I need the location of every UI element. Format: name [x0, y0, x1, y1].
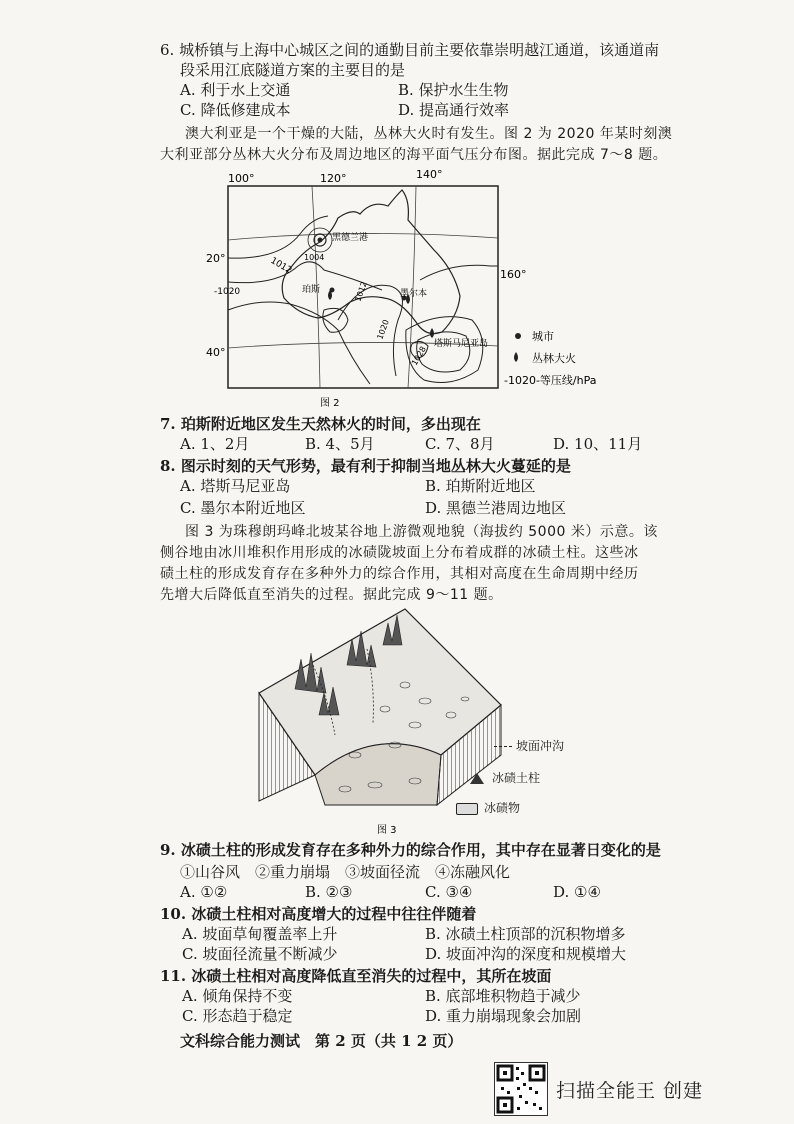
- q6-option-b: B. 保护水生生物: [398, 81, 509, 99]
- q8-option-b: B. 珀斯附近地区: [425, 477, 536, 495]
- isobar-1004-label: 1004: [304, 253, 325, 262]
- lat-20-label: 20°: [206, 252, 226, 265]
- lon-140-label: 140°: [416, 168, 443, 181]
- gully-icon: [494, 746, 512, 747]
- q10-option-d: D. 坡面冲沟的深度和规模增大: [425, 945, 627, 963]
- q7-stem: 7. 珀斯附近地区发生天然林火的时间，多出现在: [160, 415, 481, 433]
- moraine-icon: [456, 803, 478, 815]
- lat-40-label: 40°: [206, 346, 226, 359]
- q7-option-a: A. 1、2月: [180, 435, 250, 453]
- legend-city: 城市: [532, 330, 554, 343]
- legend-fire: 丛林大火: [532, 352, 576, 365]
- qr-code-icon: [494, 1062, 548, 1116]
- city-tasmania-label: 塔斯马尼亚岛: [434, 339, 489, 349]
- figure2-caption: 图 2: [320, 398, 340, 409]
- q9-option-c: C. ③④: [425, 883, 473, 901]
- q11-option-d: D. 重力崩塌现象会加剧: [425, 1007, 582, 1025]
- lon-160-label: 160°: [500, 268, 527, 281]
- intro-9-11-line2: 侧谷地由冰川堆积作用形成的冰碛陇坡面上分布着成群的冰碛土柱。这些冰: [160, 545, 639, 561]
- q9-option-a: A. ①②: [180, 883, 228, 901]
- isobar-1020-left-label: -1020: [214, 287, 241, 297]
- intro-9-11-line4: 先增大后降低直至消失的过程。据此完成 9～11 题。: [160, 587, 503, 603]
- q7-option-d: D. 10、11月: [553, 435, 643, 453]
- legend-pillar: [470, 769, 540, 786]
- q7-option-c: C. 7、8月: [425, 435, 495, 453]
- isobar-1020-label-b: 1020: [375, 318, 391, 341]
- q11-option-a: A. 倾角保持不变: [182, 987, 293, 1005]
- q6-stem-line1: 6. 城桥镇与上海中心城区之间的通勤目前主要依靠崇明越江通道，该通道南: [160, 41, 660, 59]
- q8-option-d: D. 黑德兰港周边地区: [425, 499, 567, 517]
- legend-moraine: [456, 799, 520, 816]
- q10-option-c: C. 坡面径流量不断减少: [182, 945, 338, 963]
- legend-gully-label: 坡面冲沟: [516, 739, 565, 753]
- q6-stem-line2: 段采用江底隧道方案的主要目的是: [180, 61, 406, 79]
- q8-stem: 8. 图示时刻的天气形势，最有利于抑制当地丛林大火蔓延的是: [160, 457, 571, 475]
- intro-9-11-line1: 图 3 为珠穆朗玛峰北坡某谷地上游微观地貌（海拔约 5000 米）示意。该: [185, 524, 658, 540]
- lon-120-label: 120°: [320, 172, 347, 185]
- page-footer: 文科综合能力测试 第 2 页（共 1 2 页）: [180, 1032, 463, 1050]
- isobar-1012-label-b: 1012: [353, 280, 369, 303]
- lon-100-label: 100°: [228, 172, 255, 185]
- q11-stem: 11. 冰碛土柱相对高度降低直至消失的过程中，其所在坡面: [160, 967, 552, 985]
- q9-stem: 9. 冰碛土柱的形成发育存在多种外力的综合作用，其中存在显著日变化的是: [160, 841, 661, 859]
- pillar-icon: [470, 773, 484, 784]
- intro-7-8-line1: 澳大利亚是一个干燥的大陆，丛林大火时有发生。图 2 为 2020 年某时刻澳: [185, 126, 673, 142]
- q8-option-a: A. 塔斯马尼亚岛: [180, 477, 291, 495]
- legend-moraine-label: 冰碛物: [484, 801, 521, 815]
- figure3-caption: 图 3: [377, 825, 397, 836]
- legend-pillar-label: 冰碛土柱: [492, 771, 541, 785]
- q7-option-b: B. 4、5月: [305, 435, 375, 453]
- city-melbourne-label: 墨尔本: [400, 289, 428, 299]
- q6-option-d: D. 提高通行效率: [398, 101, 510, 119]
- intro-7-8-line2: 大利亚部分丛林大火分布及周边地区的海平面气压分布图。据此完成 7～8 题。: [160, 147, 668, 163]
- isobar-1012-label-a: 1012: [268, 255, 294, 277]
- q9-option-b: B. ②③: [305, 883, 353, 901]
- q10-option-a: A. 坡面草甸覆盖率上升: [182, 925, 338, 943]
- q6-option-a: A. 利于水上交通: [180, 81, 291, 99]
- q9-option-d: D. ①④: [553, 883, 601, 901]
- q10-option-b: B. 冰碛土柱顶部的沉积物增多: [425, 925, 626, 943]
- isobar-1028-label: 1028: [409, 344, 428, 367]
- q9-items: ①山谷风 ②重力崩塌 ③坡面径流 ④冻融风化: [180, 863, 511, 881]
- legend-gully: [494, 737, 564, 754]
- q10-stem: 10. 冰碛土柱相对高度增大的过程中往往伴随着: [160, 905, 477, 923]
- q6-option-c: C. 降低修建成本: [180, 101, 291, 119]
- brand-watermark: 扫描全能王 创建: [556, 1080, 704, 1102]
- intro-9-11-line3: 碛土柱的形成发育存在多种外力的综合作用，其相对高度在生命周期中经历: [160, 566, 639, 582]
- figure2-isobar-map: [206, 168, 640, 420]
- city-port-hedland-label: 黑德兰港: [332, 233, 369, 243]
- q11-option-c: C. 形态趋于稳定: [182, 1007, 293, 1025]
- city-perth-label: 珀斯: [302, 285, 321, 295]
- q8-option-c: C. 墨尔本附近地区: [180, 499, 306, 517]
- legend-isobar: -1020-等压线/hPa: [504, 374, 597, 387]
- q11-option-b: B. 底部堆积物趋于减少: [425, 987, 581, 1005]
